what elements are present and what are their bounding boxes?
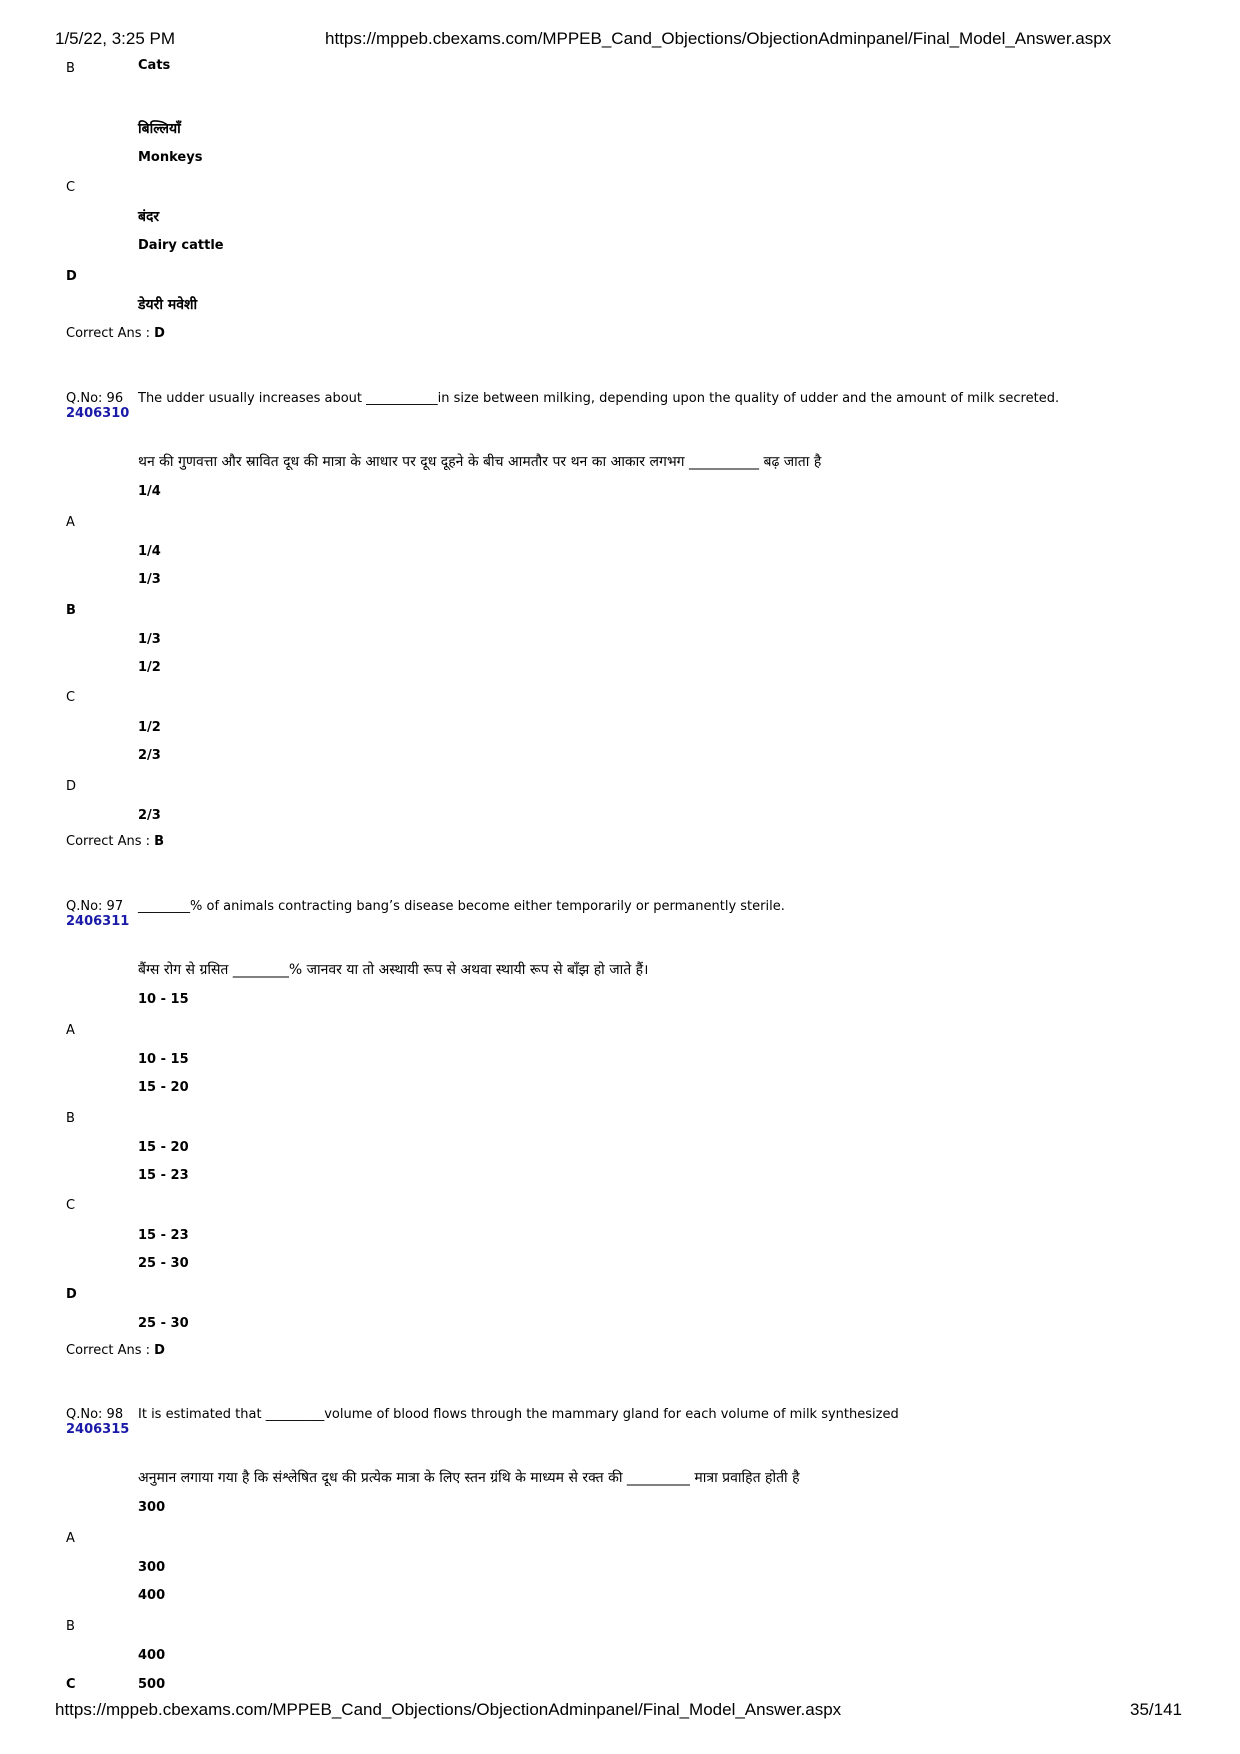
option-letter: D [66, 269, 77, 284]
option-text-hi: 400 [138, 1648, 166, 1663]
option-text-hi: 300 [138, 1560, 166, 1575]
question-number: Q.No: 97 [66, 899, 124, 914]
option-text-hi: 1/3 [138, 632, 161, 647]
correct-answer: Correct Ans : D [66, 1343, 165, 1358]
option-letter: B [66, 603, 76, 618]
option-text-hi: 15 - 23 [138, 1228, 189, 1243]
option-text-en: 1/3 [138, 572, 161, 587]
correct-answer: Correct Ans : B [66, 834, 165, 849]
question-number: Q.No: 96 [66, 391, 124, 406]
option-text-en: 15 - 20 [138, 1080, 189, 1095]
page-number: 35/141 [1130, 1700, 1182, 1719]
question-id: 2406311 [66, 914, 130, 929]
question-text-hi: थन की गुणवत्ता और स्रावित दूध की मात्रा के आधार पर दूध दूहने के बीच आमतौर पर थन का आकार लगभग __________ बढ़ जाता है [138, 454, 822, 470]
option-text-en: 400 [138, 1588, 166, 1603]
print-url-footer[interactable]: https://mppeb.cbexams.com/MPPEB_Cand_Objections/ObjectionAdminpanel/Final_Model_Answer.aspx [55, 1700, 842, 1719]
option-text-en: Dairy cattle [138, 238, 224, 253]
option-letter: D [66, 779, 77, 794]
option-letter: A [66, 515, 75, 530]
print-url-header[interactable]: https://mppeb.cbexams.com/MPPEB_Cand_Objections/ObjectionAdminpanel/Final_Model_Answer.aspx [325, 29, 1112, 48]
option-text-hi: 25 - 30 [138, 1316, 189, 1331]
option-text-hi: बिल्लियाँ [138, 121, 181, 137]
option-text-en: 1/2 [138, 660, 161, 675]
option-letter: C [66, 180, 76, 195]
question-text-en: The udder usually increases about ___________in size between milking, depending upon the quality of udder and the amount of milk secreted. [138, 391, 1060, 406]
option-text-hi: 15 - 20 [138, 1140, 189, 1155]
option-text-en: 15 - 23 [138, 1168, 189, 1183]
option-text-en: 25 - 30 [138, 1256, 189, 1271]
option-text-hi: डेयरी मवेशी [138, 297, 198, 313]
option-text-en: 10 - 15 [138, 992, 189, 1007]
option-letter: C [66, 1198, 76, 1213]
option-letter: D [66, 1287, 77, 1302]
question-id: 2406310 [66, 406, 130, 421]
question-text-en: It is estimated that _________volume of blood flows through the mammary gland for each volume of milk synthesized [138, 1407, 899, 1422]
option-text-en: Cats [138, 58, 171, 73]
question-text-hi: बैंग्स रोग से ग्रसित ________% जानवर या तो अस्थायी रूप से अथवा स्थायी रूप से बाँझ हो जाते हैं। [138, 962, 649, 978]
question-number: Q.No: 98 [66, 1407, 124, 1422]
option-letter: B [66, 1111, 75, 1126]
option-letter: C [66, 690, 76, 705]
option-text-hi: 10 - 15 [138, 1052, 189, 1067]
question-text-hi: अनुमान लगाया गया है कि संश्लेषित दूध की प्रत्येक मात्रा के लिए स्तन ग्रंथि के माध्यम से रक्त की _________ मात्रा प्रवाहित होती है [138, 1470, 800, 1486]
option-letter: A [66, 1023, 75, 1038]
question-text-en: ________% of animals contracting bang’s disease become either temporarily or permanently sterile. [138, 899, 785, 914]
print-datetime: 1/5/22, 3:25 PM [55, 29, 176, 48]
option-text-en: 2/3 [138, 748, 161, 763]
option-text-en: 300 [138, 1500, 166, 1515]
correct-answer: Correct Ans : D [66, 326, 165, 341]
option-text-en: Monkeys [138, 150, 203, 165]
option-text-hi: 2/3 [138, 808, 161, 823]
option-text-hi: बंदर [138, 209, 160, 225]
option-text-en: 1/4 [138, 484, 161, 499]
option-letter: C [66, 1677, 76, 1692]
option-text-en: 500 [138, 1677, 166, 1692]
option-text-hi: 1/4 [138, 544, 161, 559]
option-text-hi: 1/2 [138, 720, 161, 735]
option-letter: B [66, 61, 75, 76]
option-letter: B [66, 1619, 75, 1634]
question-id: 2406315 [66, 1422, 130, 1437]
option-letter: A [66, 1531, 75, 1546]
